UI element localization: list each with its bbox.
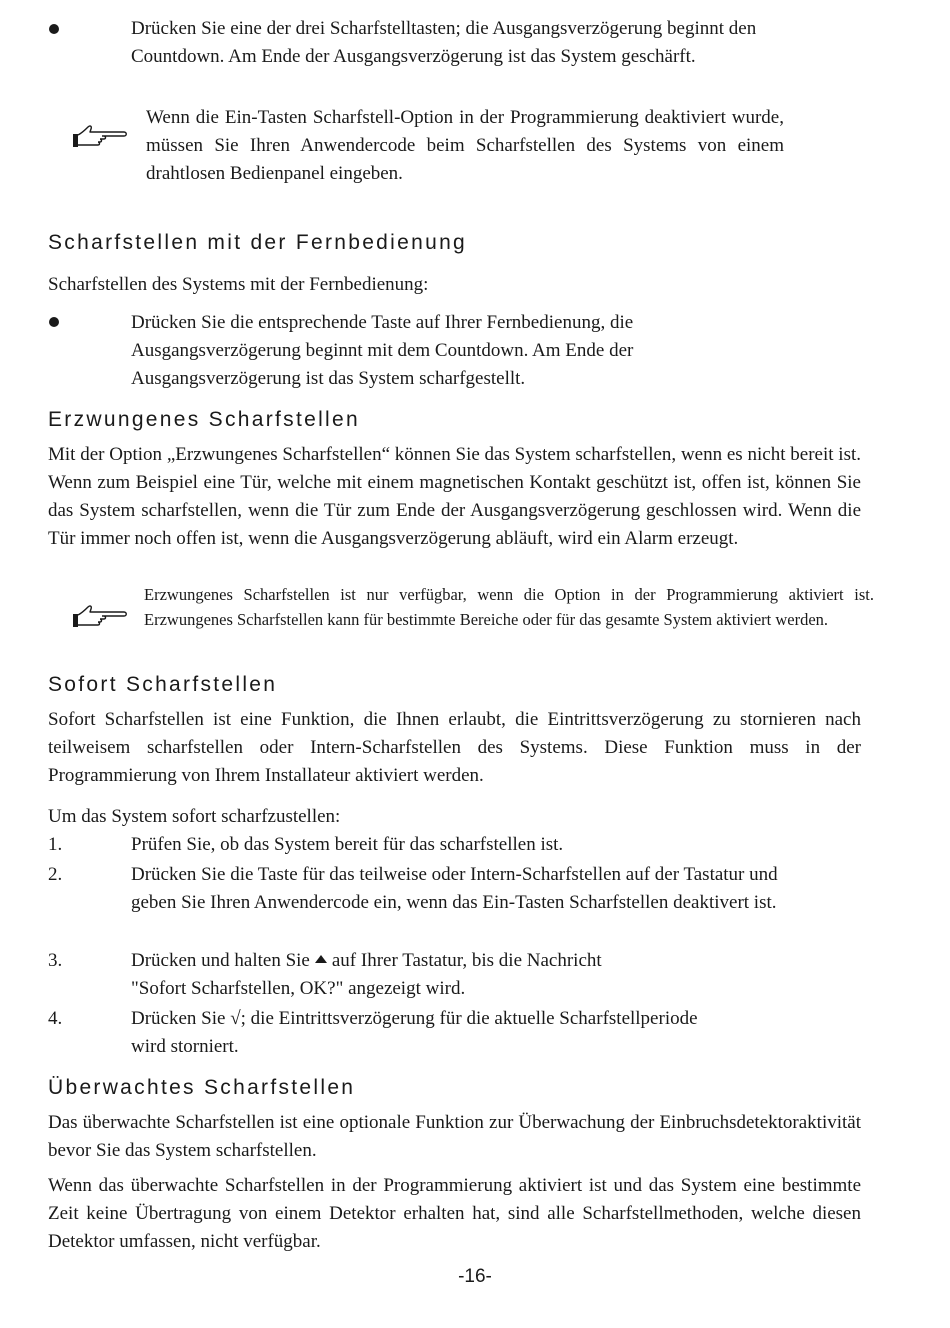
step-number: 3. xyxy=(48,950,63,971)
bullet-dot xyxy=(49,24,59,34)
heading-forced: Erzwungenes Scharfstellen xyxy=(48,408,360,431)
heading-instant: Sofort Scharfstellen xyxy=(48,673,278,696)
forced-note-text: Erzwungenes Scharfstellen ist nur verfügbar, wenn die Option in der Programmierung aktiviert ist. Erzwungenes Scharfstellen kann für bestimmte Bereiche oder für das gesamte System aktiviert werden. xyxy=(144,585,874,629)
pointing-hand-icon xyxy=(72,124,134,150)
step-text: Drücken und halten Sie auf Ihrer Tastatur, bis die Nachricht "Sofort Scharfstellen, OK?" angezeigt wird. xyxy=(131,950,602,999)
remote-bullet-text: Drücken Sie die entsprechende Taste auf Ihrer Fernbedienung, die Ausgangsverzögerung beginnt mit dem Countdown. Am Ende der Ausgangsverzögerung ist das System scharfgestellt. xyxy=(131,312,634,389)
bullet-dot xyxy=(49,317,59,327)
instant-paragraph: Sofort Scharfstellen ist eine Funktion, die Ihnen erlaubt, die Eintrittsverzögerung zu stornieren nach teilweisem scharfstellen oder Intern-Scharfstellen des Systems. Diese Funktion muss in der Programmierung von Ihrem Installateur aktiviert werden. xyxy=(48,709,861,786)
pointing-hand-icon xyxy=(72,604,134,630)
up-arrow-icon xyxy=(315,955,327,963)
check-icon: √ xyxy=(230,1008,241,1029)
step-number: 2. xyxy=(48,864,63,885)
intro-note-text: Wenn die Ein-Tasten Scharfstell-Option in der Programmierung deaktiviert wurde, müssen Sie Ihren Anwendercode beim Scharfstellen des Systems von einem drahtlosen Bedienpanel eingeben. xyxy=(146,107,784,184)
step-text: Drücken Sie die Taste für das teilweise oder Intern-Scharfstellen auf der Tastatur und geben Sie Ihren Anwendercode ein, wenn das Ein-Tasten Scharfstellen deaktivert ist. xyxy=(131,864,778,913)
forced-paragraph: Mit der Option „Erzwungenes Scharfstellen“ können Sie das System scharfstellen, wenn es nicht bereit ist. Wenn zum Beispiel eine Tür, welche mit einem magnetischen Kontakt geschützt ist, offen ist, können Sie das System scharfstellen, wenn die Tür zum Ende der Ausgangsverzögerung geschlossen wird. Wenn die Tür immer noch offen ist, wenn die Ausgangsverzögerung abläuft, wird ein Alarm erzeugt. xyxy=(48,444,861,549)
step-number: 4. xyxy=(48,1008,63,1029)
intro-bullet-text: Drücken Sie eine der drei Scharfstelltasten; die Ausgangsverzögerung beginnt den Countdown. Am Ende der Ausgangsverzögerung ist das System geschärft. xyxy=(131,18,757,67)
supervised-paragraph-1: Das überwachte Scharfstellen ist eine optionale Funktion zur Überwachung der Einbruchsdetektoraktivität bevor Sie das System scharfstellen. xyxy=(48,1112,861,1161)
instant-steps-intro: Um das System sofort scharfzustellen: xyxy=(48,806,341,827)
heading-remote: Scharfstellen mit der Fernbedienung xyxy=(48,231,468,254)
step-text: Prüfen Sie, ob das System bereit für das scharfstellen ist. xyxy=(131,834,564,855)
supervised-paragraph-2: Wenn das überwachte Scharfstellen in der Programmierung aktiviert ist und das System eine bestimmte Zeit keine Übertragung von einem Detektor erhalten hat, sind alle Scharfstellmethoden, welche diesen Detektor umfassen, nicht verfügbar. xyxy=(48,1175,861,1252)
remote-intro: Scharfstellen des Systems mit der Fernbedienung: xyxy=(48,274,429,295)
heading-supervised: Überwachtes Scharfstellen xyxy=(48,1076,356,1099)
page-number: -16- xyxy=(458,1266,492,1287)
step-text: Drücken Sie √; die Eintrittsverzögerung für die aktuelle Scharfstellperiode wird storniert. xyxy=(131,1008,698,1057)
step-number: 1. xyxy=(48,834,63,855)
